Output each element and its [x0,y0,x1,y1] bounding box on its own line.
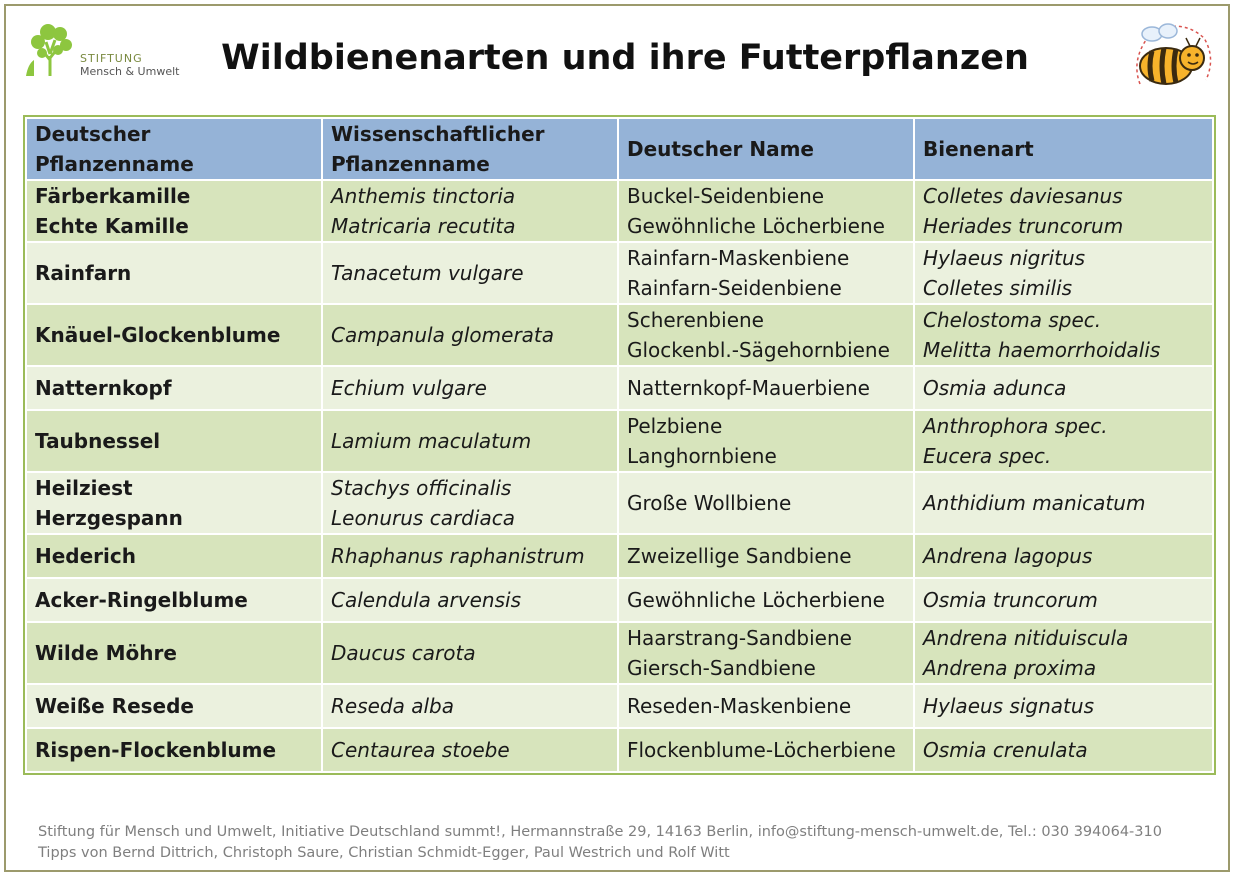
bee-german-name: Große Wollbiene [627,491,792,515]
plant-german-name: Hederich [35,544,136,568]
plant-scientific-name: Calendula arvensis [331,588,521,612]
plant-scientific-name-cell [322,304,618,366]
plant-german-name: Acker-Ringelblume [35,588,248,612]
table-row [26,622,1213,684]
plant-german-name: Heilziest [35,476,133,500]
deutschland-summt-logo [1122,18,1218,102]
bee-german-name-cell [618,410,914,472]
plant-scientific-name: Daucus carota [331,641,476,665]
bee-german-name-cell [618,578,914,622]
bee-german-name-cell [618,622,914,684]
table-row [26,180,1213,242]
plant-german-name-cell [26,180,322,242]
plant-scientific-name-cell [322,242,618,304]
plant-german-name: Natternkopf [35,376,172,400]
plant-scientific-name: Leonurus cardiaca [331,506,515,530]
plant-german-name-cell [26,578,322,622]
table-row [26,728,1213,772]
plant-scientific-name-cell [322,622,618,684]
plant-german-name: Herzgespann [35,506,183,530]
table-row [26,684,1213,728]
plant-german-name-cell [26,728,322,772]
bee-german-name: Reseden-Maskenbiene [627,694,852,718]
bee-german-name-cell [618,180,914,242]
bee-species: Osmia crenulata [923,738,1088,762]
bee-species-cell [914,180,1213,242]
plant-german-name-cell [26,410,322,472]
bee-species-cell [914,534,1213,578]
plant-german-name-cell [26,534,322,578]
plant-german-name: Rispen-Flockenblume [35,738,277,762]
plant-scientific-name: Centaurea stoebe [331,738,510,762]
plant-german-name: Knäuel-Glockenblume [35,323,281,347]
bee-german-name-cell [618,304,914,366]
plant-german-name: Taubnessel [35,429,161,453]
table-row [26,304,1213,366]
logo-text-stiftung: STIFTUNG [80,52,143,65]
bee-german-name-cell [618,684,914,728]
bee-species: Hylaeus signatus [923,694,1094,718]
bee-german-name: Haarstrang-Sandbiene [627,626,852,650]
bee-german-name: Buckel-Seidenbiene [627,184,825,208]
plant-scientific-name-cell [322,410,618,472]
bee-german-name-cell [618,728,914,772]
bee-species: Melitta haemorrhoidalis [923,338,1161,362]
footer [38,822,1162,864]
bee-german-name: Rainfarn-Seidenbiene [627,276,842,300]
plant-german-name-cell [26,472,322,534]
plant-scientific-name-cell [322,472,618,534]
bee-german-name-cell [618,366,914,410]
table-header-row [26,118,1213,180]
bee-species: Chelostoma spec. [923,308,1102,332]
bee-species: Andrena proxima [923,656,1097,680]
table-row [26,578,1213,622]
bee-species-cell [914,684,1213,728]
plant-german-name: Färberkamille [35,184,191,208]
table-row [26,410,1213,472]
bee-german-name: Rainfarn-Maskenbiene [627,246,850,270]
bee-species: Heriades truncorum [923,214,1124,238]
table-row [26,366,1213,410]
bee-german-name: Giersch-Sandbiene [627,656,816,680]
bee-species: Anthrophora spec. [923,414,1108,438]
column-header-plant-sci: Wissenschaftlicher Pflanzenname [322,118,618,180]
bee-species-cell [914,578,1213,622]
bee-species: Colletes similis [923,276,1073,300]
bee-german-name: Natternkopf-Mauerbiene [627,376,870,400]
bee-species: Hylaeus nigritus [923,246,1086,270]
bee-species: Andrena nitiduiscula [923,626,1129,650]
plant-scientific-name: Tanacetum vulgare [331,261,524,285]
plant-scientific-name: Echium vulgare [331,376,487,400]
plant-german-name: Echte Kamille [35,214,189,238]
column-header-plant-de: Deutscher Pflanzenname [26,118,322,180]
plant-scientific-name: Rhaphanus raphanistrum [331,544,585,568]
bee-species-cell [914,728,1213,772]
bee-german-name: Gewöhnliche Löcherbiene [627,214,885,238]
footer-address: Stiftung für Mensch und Umwelt, Initiative Deutschland summt!, Hermannstraße 29, 14163 Berlin, info@stiftung-mensch-umwelt.de, Tel.: 030 394064-310 [38,824,1162,840]
page-title: Wildbienenarten und ihre Futterpflanzen [221,38,1029,78]
bee-german-name: Langhornbiene [627,444,777,468]
bee-species: Andrena lagopus [923,544,1093,568]
plant-german-name: Weiße Resede [35,694,194,718]
bee-german-name-cell [618,242,914,304]
plant-scientific-name: Anthemis tinctoria [331,184,516,208]
bee-species-cell [914,242,1213,304]
plant-scientific-name-cell [322,534,618,578]
plant-german-name: Rainfarn [35,261,132,285]
bee-german-name-cell [618,472,914,534]
plant-scientific-name: Reseda alba [331,694,454,718]
stiftung-logo [22,20,192,82]
bee-icon [1122,18,1218,102]
plant-scientific-name-cell [322,578,618,622]
bee-species-cell [914,366,1213,410]
plant-scientific-name-cell [322,366,618,410]
table-row [26,534,1213,578]
plant-german-name-cell [26,622,322,684]
bee-species-cell [914,304,1213,366]
table-row [26,242,1213,304]
plant-german-name-cell [26,366,322,410]
plant-german-name: Wilde Möhre [35,641,177,665]
tree-head-icon [22,20,78,80]
plant-scientific-name-cell [322,180,618,242]
plant-scientific-name: Matricaria recutita [331,214,516,238]
logo-text-mensch-umwelt: Mensch & Umwelt [80,65,180,78]
bee-german-name: Glockenbl.-Sägehornbiene [627,338,890,362]
bee-german-name-cell [618,534,914,578]
bee-german-name: Flockenblume-Löcherbiene [627,738,896,762]
plant-german-name-cell [26,304,322,366]
bee-species-cell [914,410,1213,472]
plant-scientific-name: Stachys officinalis [331,476,512,500]
bee-species: Osmia truncorum [923,588,1098,612]
plant-scientific-name-cell [322,684,618,728]
bee-species-cell [914,472,1213,534]
bee-species-cell [914,622,1213,684]
bee-species: Colletes daviesanus [923,184,1123,208]
bee-german-name: Scherenbiene [627,308,764,332]
plant-scientific-name: Lamium maculatum [331,429,532,453]
plant-scientific-name: Campanula glomerata [331,323,555,347]
bee-species: Osmia adunca [923,376,1067,400]
table-row [26,472,1213,534]
plant-german-name-cell [26,242,322,304]
column-header-bee-de: Deutscher Name [618,118,914,180]
plant-german-name-cell [26,684,322,728]
plant-scientific-name-cell [322,728,618,772]
bee-german-name: Zweizellige Sandbiene [627,544,852,568]
bee-german-name: Pelzbiene [627,414,723,438]
column-header-bee-sci: Bienenart [914,118,1213,180]
bee-german-name: Gewöhnliche Löcherbiene [627,588,885,612]
footer-credits: Tipps von Bernd Dittrich, Christoph Saure, Christian Schmidt-Egger, Paul Westrich und Rolf Witt [38,845,730,861]
bee-species: Eucera spec. [923,444,1052,468]
bee-species: Anthidium manicatum [923,491,1146,515]
bee-plant-table [25,117,1214,773]
